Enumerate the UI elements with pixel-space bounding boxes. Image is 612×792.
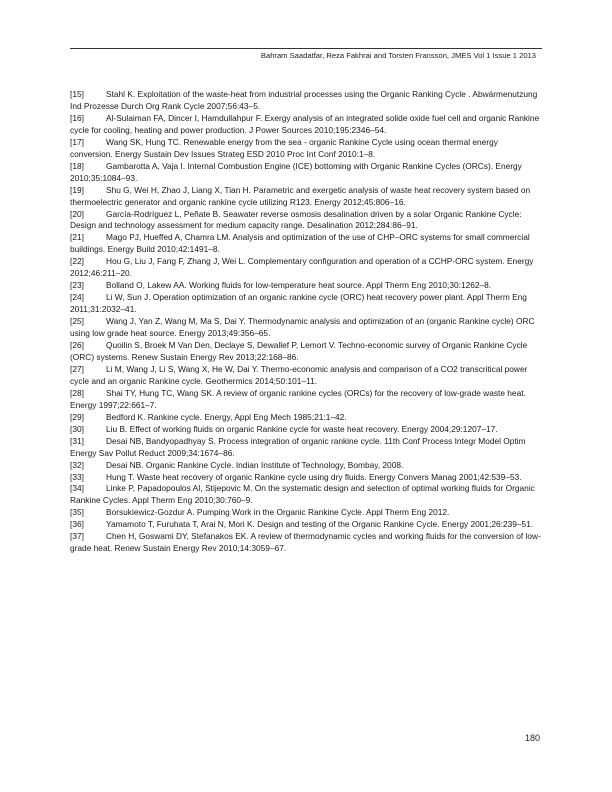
- reference-text: Al-Sulaiman FA, Dincer I, Hamdullahpur F. Exergy analysis of an integrated solide oxide fuel cell and organic Rankine cycle for cooling, heating and power production. J Power Sources 2010;195:2346–54.: [70, 112, 540, 135]
- reference-entry: [70, 340, 542, 364]
- reference-number: [22]: [70, 256, 84, 267]
- reference-text: Chen H, Goswami DY, Stefanakos EK. A review of thermodynamic cycles and working fluids for the conversion of low-grade heat. Renew Sustain Energy Rev 2010;14:3059–67.: [70, 531, 541, 554]
- reference-number: [17]: [70, 136, 84, 147]
- running-header: [70, 48, 542, 62]
- running-title: Bahram Saadatfar, Reza Fakhrai and Torsten Fransson, JMES Vol 1 Issue 1 2013: [260, 51, 536, 60]
- header-rule: [70, 48, 542, 49]
- reference-number: [30]: [70, 423, 84, 434]
- reference-number: [27]: [70, 363, 84, 374]
- reference-text: Borsukiewicz-Gozdur A. Pumping Work in the Organic Rankine Cycle. Appl Therm Eng 2012.: [106, 507, 450, 518]
- reference-number: [31]: [70, 435, 84, 446]
- page-number: 180: [524, 733, 540, 743]
- reference-text: Stahl K. Exploitation of the waste-heat from industrial processes using the Organic Ranking Cycle . Abwärmenutzung Ind Prozesse Durch Org Rank Cycle 2007;56:43–5.: [70, 89, 538, 111]
- reference-entry: [70, 483, 542, 507]
- reference-entry: [70, 161, 542, 185]
- reference-entry: [70, 472, 542, 484]
- reference-text: Mago PJ, Hueffed A, Chamra LM. Analysis and optimization of the use of CHP–ORC systems for small commercial buildings. Energy Build 2010;42:1491–8.: [70, 232, 530, 255]
- reference-number: [36]: [70, 519, 84, 530]
- reference-number: [18]: [70, 160, 84, 171]
- reference-entry: [70, 388, 542, 412]
- reference-text: Wang SK, Hung TC. Renewable energy from the sea - organic Rankine Cycle using ocean thermal energy conversion. Energy Sustain Dev Issues Strateg ESD 2010 Proc Int Conf 2010:1–8.: [70, 136, 498, 159]
- reference-entry: [70, 113, 542, 137]
- reference-number: [15]: [70, 89, 84, 99]
- reference-number: [34]: [70, 483, 84, 494]
- reference-number: [26]: [70, 340, 84, 351]
- reference-number: [28]: [70, 387, 84, 398]
- reference-entry: [70, 519, 542, 531]
- reference-text: Desai NB, Bandyopadhyay S. Process integration of organic rankine cycle. 11th Conf Process Integr Model Optim Energy Sav Pollut Reduct 2009;34:1674–86.: [70, 435, 526, 458]
- reference-list: [70, 89, 542, 555]
- reference-text: Li M, Wang J, Li S, Wang X, He W, Dai Y. Thermo-economic analysis and comparison of a CO2 transcritical power cycle and an organic Rankine cycle. Geothermics 2014;50:101–11.: [70, 363, 528, 386]
- reference-number: [33]: [70, 471, 84, 482]
- reference-entry: [70, 280, 542, 292]
- reference-text: Shu G, Wei H, Zhao J, Liang X, Tian H. Parametric and exergetic analysis of waste heat recovery system based on thermoelectric generator and organic rankine cycle utilizing R123. Energy 2012;45:806–16.: [70, 184, 531, 207]
- reference-entry: [70, 460, 542, 472]
- reference-text: Wang J, Yan Z, Wang M, Ma S, Dai Y. Thermodynamic analysis and optimization of an (organic Rankine cycle) ORC using low grade heat source. Energy 2013;49:356–65.: [70, 316, 535, 339]
- reference-text: García-Rodríguez L, Peñate B. Seawater reverse osmosis desalination driven by a solar Organic Rankine Cycle: Design and technology assessment for medium capacity range. Desalination 2012;284:86–91.: [70, 208, 522, 231]
- reference-number: [35]: [70, 507, 84, 518]
- reference-entry: [70, 137, 542, 161]
- reference-text: Yamamoto T, Furuhata T, Arai N, Mori K. Design and testing of the Organic Rankine Cycle. Energy 2001;26:239–51.: [106, 519, 534, 530]
- reference-number: [24]: [70, 292, 84, 303]
- reference-number: [32]: [70, 459, 84, 470]
- reference-number: [37]: [70, 531, 84, 542]
- reference-text: Linke P, Papadopoulos AI, Stijepovic M. On the systematic design and selection of optimal working fluids for Organic Rankine Cycles. Appl Therm Eng 2010;30:760–9.: [70, 483, 535, 506]
- reference-entry: [70, 89, 542, 113]
- reference-text: Bolland O, Lakew AA. Working fluids for low-temperature heat source. Appl Therm Eng 2010;30:1262–8.: [106, 280, 492, 291]
- reference-entry: [70, 412, 542, 424]
- reference-entry: [70, 316, 542, 340]
- reference-text: Liu B. Effect of working fluids on organic Rankine cycle for waste heat recovery. Energy 2004;29:1207–17.: [106, 423, 498, 434]
- reference-number: [29]: [70, 411, 84, 422]
- reference-entry: [70, 436, 542, 460]
- reference-text: Li W, Sun J. Operation optimization of an organic rankine cycle (ORC) heat recovery power plant. Appl Therm Eng 2011;31:2032–41.: [70, 292, 527, 315]
- reference-number: [23]: [70, 280, 84, 291]
- reference-text: Bedford K. Rankine cycle. Energy, Appl Eng Mech 1985;21:1–42.: [106, 411, 347, 422]
- reference-number: [16]: [70, 112, 84, 123]
- reference-entry: [70, 507, 542, 519]
- reference-entry: [70, 185, 542, 209]
- reference-entry: [70, 364, 542, 388]
- reference-text: Quoilin S, Broek M Van Den, Declaye S, Dewallef P, Lemort V. Techno-economic survey of Organic Rankine Cycle (ORC) systems. Renew Sustain Energy Rev 2013;22:168–86.: [70, 340, 528, 362]
- reference-text: Desai NB. Organic Rankine Cycle. Indian Institute of Technology, Bombay, 2008.: [106, 459, 404, 470]
- reference-number: [20]: [70, 208, 84, 219]
- reference-entry: [70, 292, 542, 316]
- reference-number: [25]: [70, 316, 84, 327]
- reference-number: [21]: [70, 232, 84, 243]
- reference-number: [19]: [70, 184, 84, 195]
- reference-text: Shai TY, Hung TC, Wang SK. A review of organic rankine cycles (ORCs) for the recovery of low-grade waste heat. Energy 1997;22:661–7.: [70, 387, 526, 410]
- reference-entry: [70, 232, 542, 256]
- reference-text: Gambarotta A, Vaja I. Internal Combustion Engine (ICE) bottoming with Organic Rankine Cycles (ORCs). Energy 2010;35:1084–93.: [70, 160, 522, 183]
- reference-entry: [70, 424, 542, 436]
- reference-entry: [70, 531, 542, 555]
- reference-entry: [70, 256, 542, 280]
- reference-text: Hou G, Liu J, Fang F, Zhang J, Wei L. Complementary configuration and operation of a CCHP-ORC system. Energy 2012;46:211–20.: [70, 256, 534, 279]
- reference-text: Hung T. Waste heat recovery of organic Rankine cycle using dry fluids. Energy Convers Manag 2001;42:539–53.: [106, 471, 522, 482]
- reference-entry: [70, 209, 542, 233]
